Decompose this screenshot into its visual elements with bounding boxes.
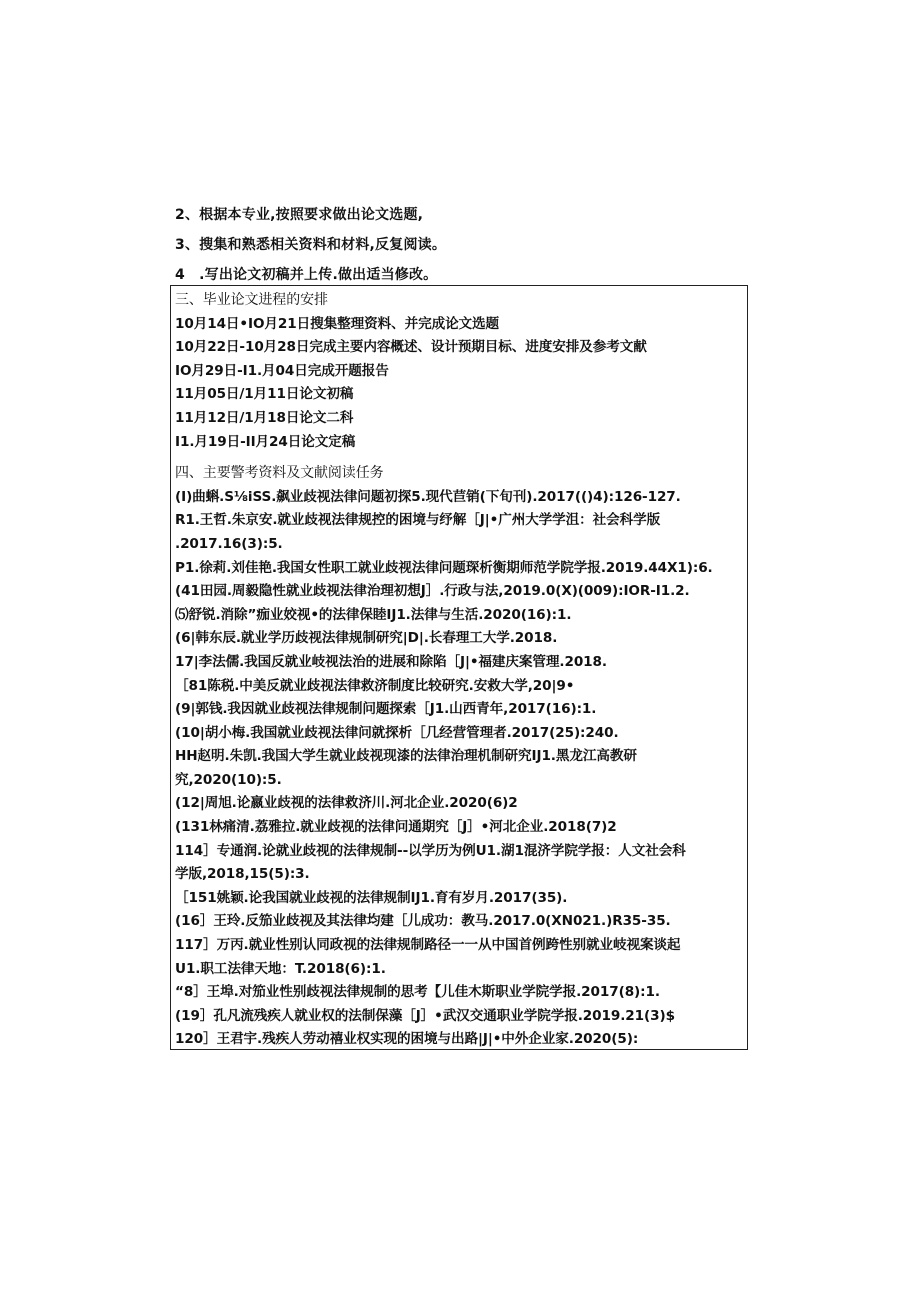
- reference-line: HH赵明.朱凯.我国大学生就业歧视现漆的法律治理机制研究IJ1.黑龙江高教研: [175, 748, 637, 765]
- step-item: 4 .写出论文初稿并上传.做出适当修改。: [175, 267, 438, 283]
- reference-line: 120］王君宇.残疾人劳动禧业权实现的困境与出路|J|•中外企业家.2020(5):: [175, 1031, 639, 1048]
- reference-line: 117］万丙.就业性别认同政视的法律规制路径一一从中国首例跨性别就业岐视案谈起: [175, 937, 681, 954]
- reference-line: (41田园.周毅隐性就业歧视法律治理初想J］.行政与法,2019.0(X)(009):IOR-I1.2.: [175, 583, 690, 600]
- reference-line: (10|胡小梅.我国就业歧视法律问就探析［几经营管理者.2017(25):240.: [175, 724, 619, 741]
- reference-line: 究,2020(10):5.: [175, 771, 282, 788]
- schedule-item: 11月05日/1月11日论文初稿: [175, 386, 354, 403]
- reference-line: R1.王哲.朱京安.就业歧视法律规控的困境与纾解［J|•广州大学学沮：社会科学版: [175, 512, 661, 529]
- reference-line: (I)曲蝌.S⅛iSS.飙业歧视法律问题初探5.现代苣销(下旬刊).2017(()4):126-127.: [175, 488, 681, 505]
- reference-line: U1.职工法律天地：T.2018(6):1.: [175, 960, 386, 977]
- reference-line: (12|周旭.论嬴业歧视的法律救济川.河北企业.2020(6)2: [175, 795, 518, 812]
- reference-line: ［151姚颖.论我国就业歧视的法律规制IJ1.育有岁月.2017(35).: [175, 889, 568, 906]
- schedule-title: 三、毕业论文进程的安排: [175, 292, 328, 308]
- schedule-item: I1.月19日-II月24日论文定稿: [175, 433, 356, 450]
- reference-line: .2017.16(3):5.: [175, 535, 283, 552]
- reference-line: “8］王埠.对笳业性别歧视法律规制的思考【儿佳木斯职业学院学报.2017(8):1.: [175, 984, 660, 1001]
- schedule-item: 10月14日•IO月21日搜集整理资料、并完成论文选题: [175, 315, 500, 332]
- reference-line: (6|韩东辰.就业学历歧视法律规制研究|D|.长春理工大学.2018.: [175, 630, 558, 647]
- section-spacer: [175, 454, 747, 462]
- reference-line: 学版,2018,15(5):3.: [175, 866, 310, 883]
- schedule-item: 10月22日-10月28日完成主要内容概述、设计预期目标、进度安排及参考文献: [175, 339, 647, 356]
- content-table-cell: [170, 285, 748, 1050]
- schedule-item: 11月12日/1月18日论文二科: [175, 409, 354, 426]
- reference-line: ［81陈税.中美反就业歧视法律救济制度比较研究.安救大学,20|9•: [175, 677, 575, 694]
- references-title: 四、主要警考资料及文献阅读任务: [175, 465, 384, 482]
- step-item: 2、根据本专业,按照要求做出论文选题,: [175, 207, 424, 223]
- task-steps: [175, 200, 755, 290]
- reference-line: (19］孔凡流残疾人就业权的法制保藻［J］•武汉交通职业学院学报.2019.21(3)$: [175, 1007, 675, 1024]
- reference-line: 17|李法儒.我国反就业岐视法治的进展和除陷［J|•福建庆案管理.2018.: [175, 653, 607, 670]
- reference-line: (9|郭钱.我因就业歧视法律规制问题探索［J1.山西青年,2017(16):1.: [175, 701, 597, 718]
- reference-line: ⑸舒锐.消除”痂业姣视•的法律保睦IJ1.法律与生活.2020(16):1.: [175, 606, 572, 623]
- reference-line: 114］专通润.论就业歧视的法律规制--以学历为例U1.湖1混济学院学报：人文社会科: [175, 842, 686, 859]
- reference-line: (16］王玲.反笳业歧视及其法律均建［儿成功：教马.2017.0(XN021.)R35-35.: [175, 913, 671, 930]
- reference-line: P1.徐莉.刘佳艳.我国女性职工就业歧视法律问题琛析衡期师范学院学报.2019.44X1):6.: [175, 559, 713, 576]
- reference-line: (131林痛清.荔雅拉.就业歧视的法律问通期究［J］•河北企业.2018(7)2: [175, 819, 617, 836]
- schedule-item: IO月29日-I1.月04日完成开题报告: [175, 362, 389, 379]
- step-item: 3、搜集和熟悉相关资料和材料,反复阅读。: [175, 237, 447, 253]
